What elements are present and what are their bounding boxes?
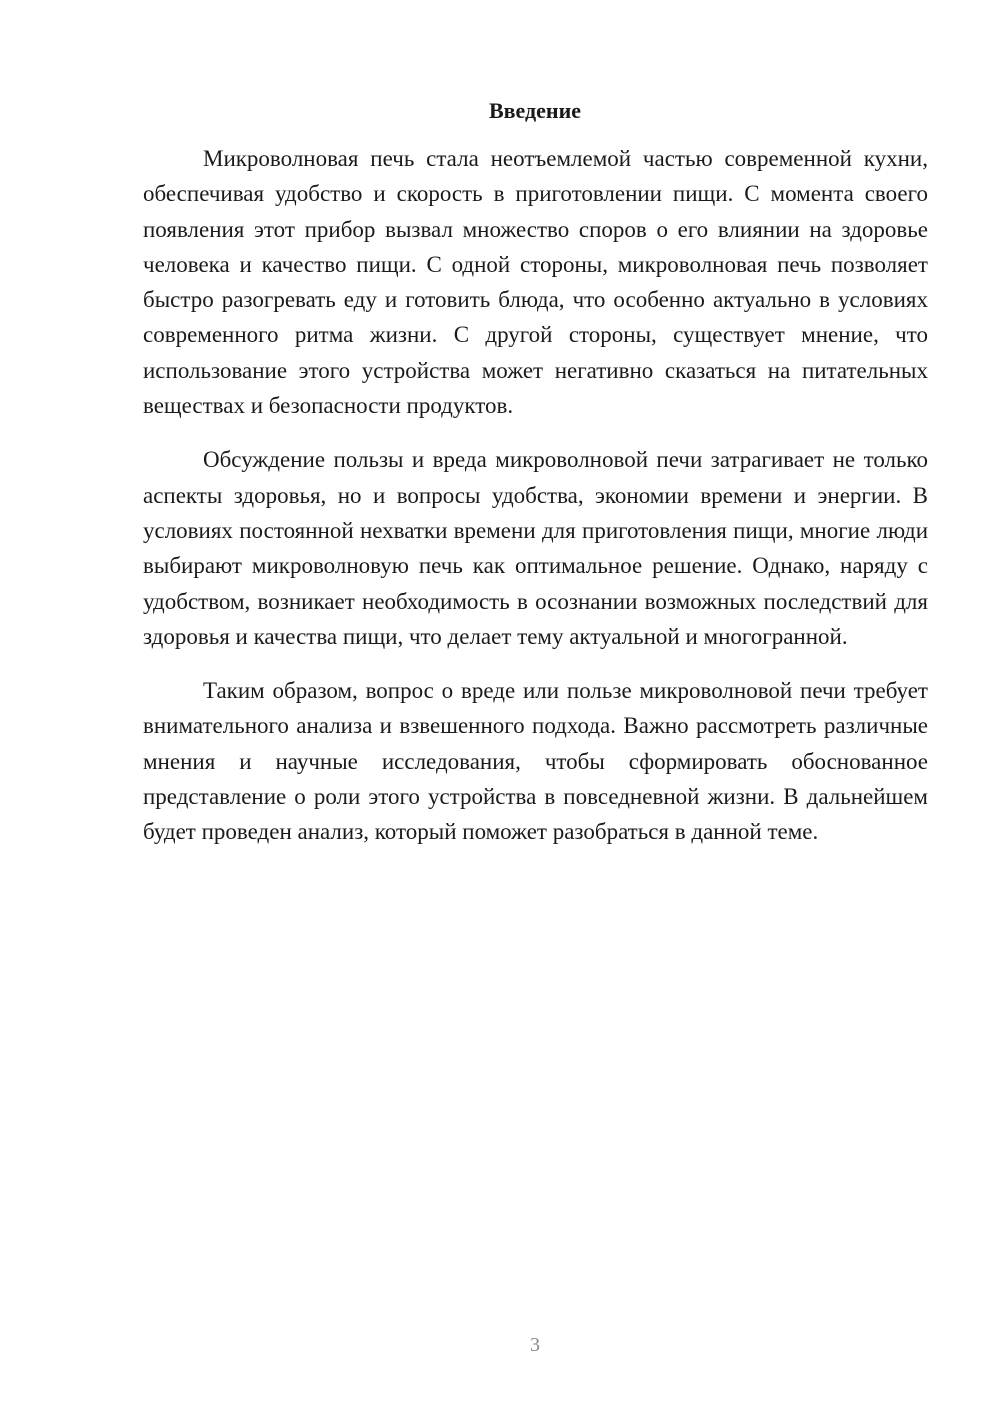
paragraph-1: Микроволновая печь стала неотъемлемой частью современной кухни, обеспечивая удобство и скорость в приготовлении пищи. С момента своего появления этот прибор вызвал множество споров о его влиянии на здоровье человека и качество пищи. С одной стороны, микроволновая печь позволяет быстро разогревать еду и готовить блюда, что особенно актуально в условиях современного ритма жизни. С другой стороны, существует мнение, что использование этого устройства может негативно сказаться на питательных веществах и безопасности продуктов. — [143, 146, 928, 419]
paragraph-2: Обсуждение пользы и вреда микроволновой печи затрагивает не только аспекты здоровья, но и вопросы удобства, экономии времени и энергии. В условиях постоянной нехватки времени для приготовления пищи, многие люди выбирают микроволновую печь как оптимальное решение. Однако, наряду с удобством, возникает необходимость в осознании возможных последствий для здоровья и качества пищи, что делает тему актуальной и многогранной. — [143, 447, 928, 649]
section-heading: Введение — [488, 98, 582, 123]
page-number: 3 — [530, 1334, 540, 1356]
paragraph-3: Таким образом, вопрос о вреде или пользе микроволновой печи требует внимательного анализа и взвешенного подхода. Важно рассмотреть различные мнения и научные исследования, чтобы сформировать обоснованное представление о роли этого устройства в повседневной жизни. В дальнейшем будет проведен анализ, который поможет разобраться в данной теме. — [143, 678, 928, 845]
body-text — [143, 141, 928, 850]
